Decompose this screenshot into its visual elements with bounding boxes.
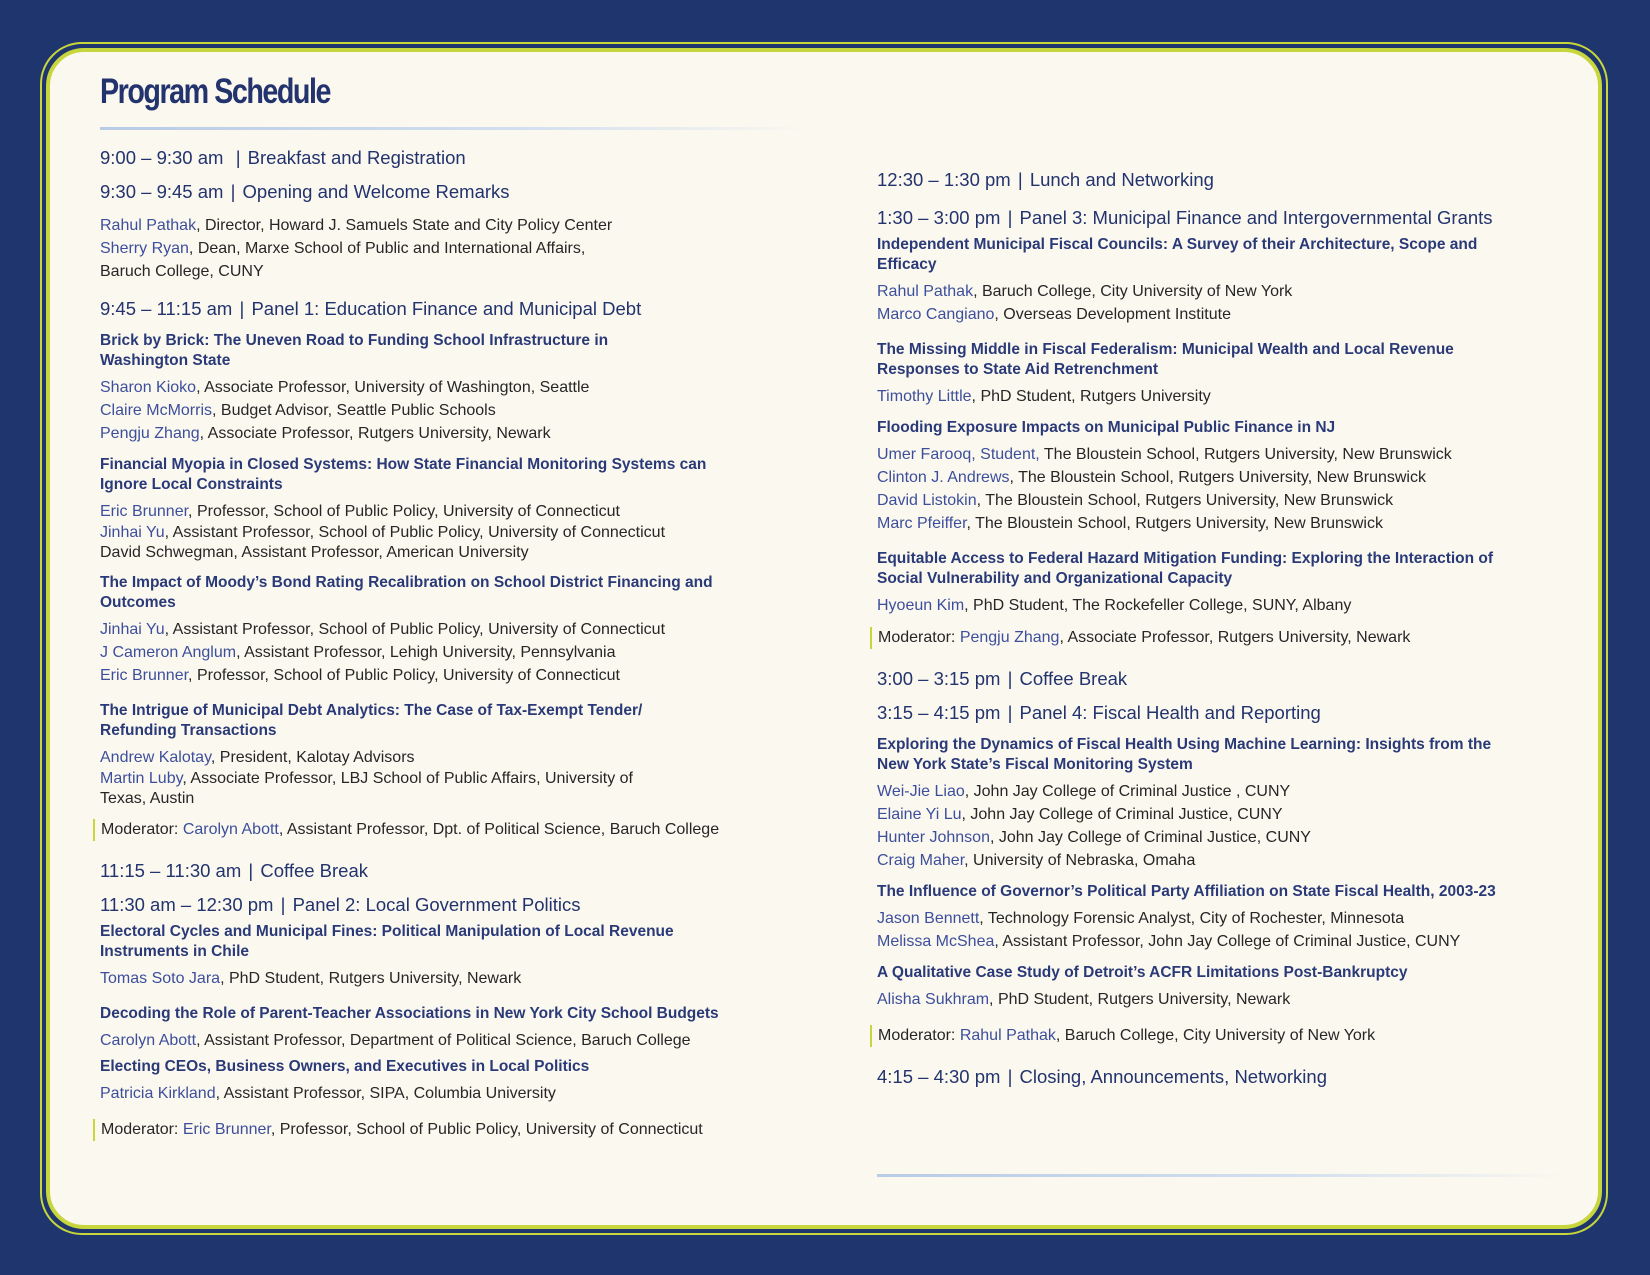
page-title: Program Schedule [100,72,330,111]
author: Marco Cangiano, Overseas Development Institute [877,306,1231,323]
author: Pengju Zhang, Associate Professor, Rutgers University, Newark [100,425,551,442]
author: Timothy Little, PhD Student, Rutgers University [877,388,1211,405]
title-divider [100,127,810,130]
paper-title: The Intrigue of Municipal Debt Analytics: The Case of Tax-Exempt Tender/ Refunding Transactions [100,702,643,739]
paper-title: The Missing Middle in Fiscal Federalism: Municipal Wealth and Local Revenue Responses to State Aid Retrenchment [877,341,1454,378]
author: Jason Bennett, Technology Forensic Analyst, City of Rochester, Minnesota [877,910,1405,927]
paper-title: Electing CEOs, Business Owners, and Executives in Local Politics [100,1058,590,1075]
author: Rahul Pathak, Baruch College, City University of New York [877,283,1293,300]
paper-title: Equitable Access to Federal Hazard Mitigation Funding: Exploring the Interaction of Social Vulnerability and Organizational Capacity [877,550,1494,587]
author: Melissa McShea, Assistant Professor, John Jay College of Criminal Justice, CUNY [877,933,1461,950]
author: J Cameron Anglum, Assistant Professor, Lehigh University, Pennsylvania [100,644,616,661]
moderator: Moderator: Carolyn Abott, Assistant Professor, Dpt. of Political Science, Baruch College [93,819,820,841]
author: Tomas Soto Jara, PhD Student, Rutgers University, Newark [100,970,522,987]
paper-title: The Impact of Moody’s Bond Rating Recalibration on School District Financing and Outcomes [100,574,713,611]
author: Clinton J. Andrews, The Bloustein School, Rutgers University, New Brunswick [877,469,1426,486]
author: David Schwegman, Assistant Professor, American University [100,544,529,561]
slot-opening: 9:30 – 9:45 am | Opening and Welcome Remarks [100,181,510,202]
slot-panel-2: 11:30 am – 12:30 pm | Panel 2: Local Government Politics [100,894,581,915]
author: Alisha Sukhram, PhD Student, Rutgers University, Newark [877,991,1291,1008]
moderator: Moderator: Rahul Pathak, Baruch College, City University of New York [870,1025,1577,1047]
author: Elaine Yi Lu, John Jay College of Criminal Justice, CUNY [877,806,1283,823]
slot-panel-1: 9:45 – 11:15 am | Panel 1: Education Finance and Municipal Debt [100,298,642,319]
paper-title: Decoding the Role of Parent-Teacher Associations in New York City School Budgets [100,1005,719,1022]
paper-title: Flooding Exposure Impacts on Municipal Public Finance in NJ [877,419,1336,436]
speaker: Rahul Pathak, Director, Howard J. Samuels State and City Policy Center [100,217,613,234]
slot-coffee-break-2: 3:00 – 3:15 pm | Coffee Break [877,668,1128,689]
author: Umer Farooq, Student, The Bloustein School, Rutgers University, New Brunswick [877,446,1452,463]
slot-breakfast: 9:00 – 9:30 am | Breakfast and Registration [100,147,466,168]
slot-lunch: 12:30 – 1:30 pm | Lunch and Networking [877,169,1214,190]
paper-title: A Qualitative Case Study of Detroit’s ACFR Limitations Post-Bankruptcy [877,964,1408,981]
paper-title: The Influence of Governor’s Political Party Affiliation on State Fiscal Health, 2003-23 [877,883,1496,900]
author: Marc Pfeiffer, The Bloustein School, Rutgers University, New Brunswick [877,515,1383,532]
author: Eric Brunner, Professor, School of Public Policy, University of Connecticut [100,667,620,684]
author: Wei-Jie Liao, John Jay College of Criminal Justice , CUNY [877,783,1291,800]
closing-divider [877,1174,1567,1177]
paper-title: Electoral Cycles and Municipal Fines: Political Manipulation of Local Revenue Instruments in Chile [100,923,674,960]
author-affiliation: Texas, Austin [100,790,195,807]
paper-title: Exploring the Dynamics of Fiscal Health Using Machine Learning: Insights from the New York State’s Fiscal Monitoring System [877,736,1492,773]
moderator: Moderator: Pengju Zhang, Associate Professor, Rutgers University, Newark [870,627,1577,649]
speaker: Sherry Ryan, Dean, Marxe School of Public and International Affairs, [100,240,586,257]
paper-title: Independent Municipal Fiscal Councils: A Survey of their Architecture, Scope and Efficacy [877,236,1478,273]
author: Hyoeun Kim, PhD Student, The Rockefeller College, SUNY, Albany [877,597,1352,614]
slot-coffee-break-1: 11:15 – 11:30 am | Coffee Break [100,860,368,881]
author: Jinhai Yu, Assistant Professor, School of Public Policy, University of Connecticut [100,524,666,541]
author: Sharon Kioko, Associate Professor, University of Washington, Seattle [100,379,590,396]
slot-panel-4: 3:15 – 4:15 pm | Panel 4: Fiscal Health and Reporting [877,702,1321,723]
author: Jinhai Yu, Assistant Professor, School of Public Policy, University of Connecticut [100,621,666,638]
author: Carolyn Abott, Assistant Professor, Department of Political Science, Baruch College [100,1032,691,1049]
moderator: Moderator: Eric Brunner, Professor, School of Public Policy, University of Connecticut [93,1119,820,1141]
right-column [877,168,1577,1089]
author: Eric Brunner, Professor, School of Public Policy, University of Connecticut [100,503,620,520]
slot-closing: 4:15 – 4:30 pm | Closing, Announcements, Networking [877,1066,1327,1087]
author: Patricia Kirkland, Assistant Professor, SIPA, Columbia University [100,1085,556,1102]
paper-title: Financial Myopia in Closed Systems: How State Financial Monitoring Systems can Ignore Local Constraints [100,456,707,493]
author: Hunter Johnson, John Jay College of Criminal Justice, CUNY [877,829,1311,846]
speaker-affiliation: Baruch College, CUNY [100,263,264,280]
author: Martin Luby, Associate Professor, LBJ School of Public Affairs, University of [100,770,633,787]
paper-title: Brick by Brick: The Uneven Road to Funding School Infrastructure in Washington State [100,332,609,369]
author: Claire McMorris, Budget Advisor, Seattle Public Schools [100,402,496,419]
author: David Listokin, The Bloustein School, Rutgers University, New Brunswick [877,492,1394,509]
author: Craig Maher, University of Nebraska, Omaha [877,852,1196,869]
slot-panel-3: 1:30 – 3:00 pm | Panel 3: Municipal Finance and Intergovernmental Grants [877,207,1493,228]
left-column [100,146,820,1141]
author: Andrew Kalotay, President, Kalotay Advisors [100,749,415,766]
